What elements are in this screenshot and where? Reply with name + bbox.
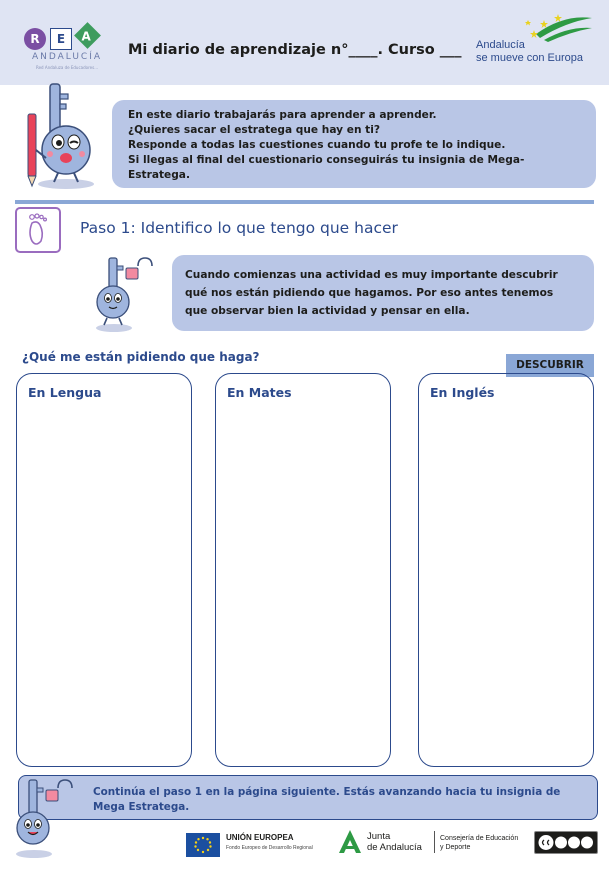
- subject-box-ingles[interactable]: [418, 373, 594, 767]
- step-line: Cuando comienzas una actividad es muy importante descubrir: [185, 269, 558, 281]
- consejeria-text: [440, 834, 518, 852]
- rea-a-badge: [74, 22, 101, 49]
- continue-line: Mega Estratega.: [93, 801, 190, 813]
- andalucia-stars-icon: [474, 12, 594, 42]
- step-line: qué nos están pidiendo que hagamos. Por eso antes tenemos: [185, 287, 554, 299]
- descubrir-badge: DESCUBRIR: [506, 354, 594, 377]
- section-divider: [15, 200, 594, 204]
- rea-tagline: Red Andaluza de Educadores...: [35, 65, 99, 70]
- rea-e-badge: E: [50, 28, 72, 50]
- eu-title: UNIÓN EUROPEA: [226, 833, 294, 842]
- junta-andalucia-icon: [338, 829, 362, 855]
- junta-line1: Junta: [367, 831, 391, 842]
- eu-flag-icon: [186, 833, 220, 857]
- continue-line: Continúa el paso 1 en la página siguiente. Estás avanzando hacia tu insignia de: [93, 786, 561, 798]
- eu-fund-text: Fondo Europeo de Desarrollo Regional: [226, 845, 313, 851]
- intro-box: [112, 100, 596, 188]
- rea-r-badge: R: [24, 28, 46, 50]
- intro-line: Estratega.: [128, 169, 190, 181]
- consejeria-line1: Consejería de Educación: [440, 835, 519, 842]
- intro-line: Si llegas al final del cuestionario conseguirás tu insignia de Mega-: [128, 154, 525, 166]
- rea-subtitle: ANDALUCÍA: [31, 52, 103, 62]
- key-mascot-footer-illustration: [12, 776, 74, 860]
- andalucia-line1: Andalucía: [476, 39, 525, 51]
- junta-andalucia-text: [367, 831, 422, 853]
- intro-line: Responde a todas las cuestiones cuando tu profe te lo indique.: [128, 139, 506, 151]
- page-title: Mi diario de aprendizaje n°____. Curso ___: [128, 42, 462, 58]
- rea-a-letter: A: [81, 29, 91, 44]
- andalucia-line2: se mueve con Europa: [476, 52, 584, 64]
- rea-logo: [22, 25, 112, 75]
- key-mascot-unlock-illustration: [92, 256, 158, 334]
- junta-line2: de Andalucía: [367, 842, 422, 853]
- intro-line: En este diario trabajarás para aprender a aprender.: [128, 109, 437, 121]
- subject-box-lengua[interactable]: [16, 373, 192, 767]
- intro-line: ¿Quieres sacar el estratega que hay en ti?: [128, 124, 381, 136]
- eu-stars-icon: [186, 833, 220, 857]
- step-title: Paso 1: Identifico lo que tengo que hacer: [80, 219, 398, 237]
- step-line: que observar bien la actividad y pensar en ella.: [185, 305, 470, 317]
- question-heading: ¿Qué me están pidiendo que haga?: [22, 350, 260, 364]
- subject-box-mates[interactable]: [215, 373, 391, 767]
- andalucia-europa-logo: [474, 12, 594, 72]
- step-explanation-box: [172, 255, 594, 331]
- footprint-svg: [17, 209, 59, 251]
- subject-label: En Lengua: [28, 385, 102, 400]
- creative-commons-icon: [534, 831, 598, 854]
- subject-label: En Inglés: [430, 385, 495, 400]
- continue-banner: [18, 775, 598, 820]
- footer-separator: [434, 831, 435, 853]
- key-mascot-with-pencil-illustration: [20, 78, 104, 192]
- cc-license-icon: [535, 832, 597, 853]
- subject-label: En Mates: [227, 385, 292, 400]
- consejeria-line2: y Deporte: [440, 844, 471, 851]
- footprint-icon: [15, 207, 61, 253]
